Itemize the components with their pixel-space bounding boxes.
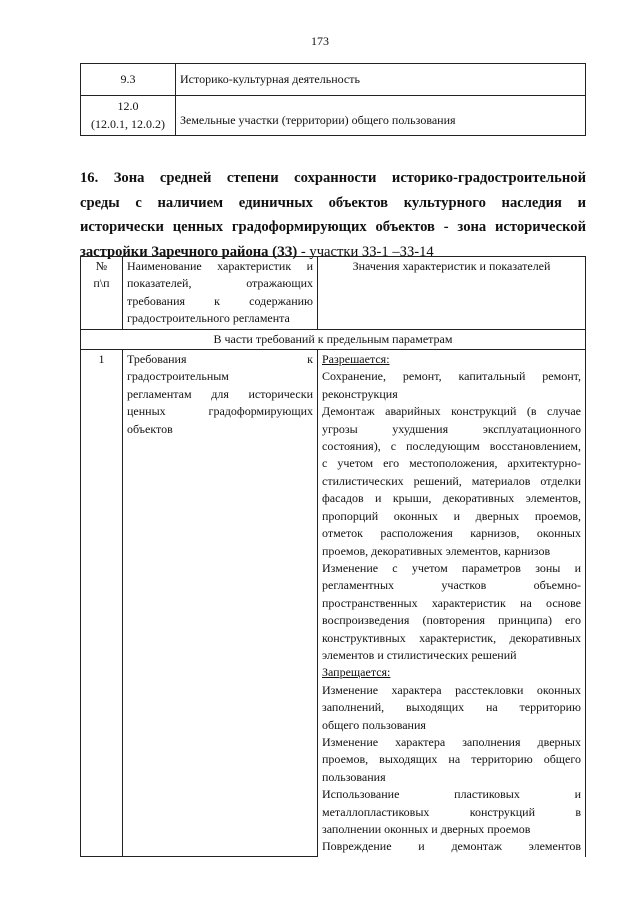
section-row — [81, 329, 586, 349]
row-name-line: объектов — [127, 421, 173, 436]
row-name-line: градостроительным — [127, 369, 229, 384]
name-header-line: требования к содержанию — [127, 293, 313, 308]
heading-line: исторически ценных градоформирующих объектов - зона исторической — [80, 219, 586, 236]
name-header — [123, 257, 318, 330]
code-cell: 9.3 — [81, 64, 176, 96]
forbidden-line: заполнении оконных и дверных проемов — [322, 822, 531, 836]
row-name-line: ценных градоформирующих — [127, 404, 313, 419]
allowed-line: воспроизведения (повторения принципа) его — [322, 613, 581, 628]
row-name-line: регламентам для исторически — [127, 386, 313, 401]
table-row — [81, 64, 586, 96]
row-name — [123, 350, 318, 857]
top-table — [80, 63, 586, 136]
allowed-line: Сохранение, ремонт, капитальный ремонт, — [322, 369, 581, 384]
name-header-line: показателей, отражающих — [127, 276, 313, 291]
forbidden-line: Использование пластиковых и — [322, 787, 581, 802]
regulation-table — [80, 256, 586, 857]
forbidden-line: Повреждение и демонтаж элементов — [322, 839, 581, 854]
forbidden-line: заполнений, выходящих на территорию — [322, 700, 581, 715]
heading-line: среды с наличием единичных объектов культурного наследия и — [80, 194, 586, 211]
allowed-line: конструктивных характеристик, декоративных — [322, 630, 581, 645]
row-number: 1 — [81, 350, 123, 857]
forbidden-line: Изменение характера расстекловки оконных — [322, 682, 581, 697]
allowed-line: регламентных участков объемно- — [322, 578, 581, 593]
table-row — [81, 350, 586, 857]
name-header-line: градостроительного регламента — [127, 311, 290, 326]
forbidden-line: пользования — [322, 769, 386, 784]
header-row — [81, 257, 586, 330]
forbidden-title: Запрещается: — [322, 665, 391, 680]
allowed-line: проемов, декоративных элементов, карнизов — [322, 543, 551, 558]
zone-heading — [80, 166, 586, 264]
row-values — [318, 350, 586, 857]
num-header-line: п\п — [93, 276, 110, 291]
allowed-line: угрозы ухудшения эксплуатационного — [322, 421, 581, 436]
allowed-line: пропорций оконных и дверных проемов, — [322, 508, 581, 523]
values-header: Значения характеристик и показателей — [318, 257, 586, 330]
allowed-title: Разрешается: — [322, 352, 390, 367]
forbidden-line: проемов, выходящих на территорию общего — [322, 752, 581, 767]
name-cell: Историко-культурная деятельность — [176, 64, 586, 96]
num-header-line: № — [95, 259, 108, 273]
forbidden-line: Изменение характера заполнения дверных — [322, 734, 581, 749]
allowed-line: фасадов и крыши, декоративных элементов, — [322, 491, 581, 506]
heading-bold: застройки Заречного района (ЗЗ) — [80, 243, 298, 260]
row-name-line: Требования к — [127, 352, 313, 367]
code-line: 12.0 — [117, 99, 139, 114]
heading-line: 16. Зона средней степени сохранности историко-градостроительной — [80, 170, 586, 186]
section-title: В части требований к предельным параметрам — [81, 329, 586, 349]
allowed-line: Изменение с учетом параметров зоны и — [322, 560, 581, 575]
name-cell: Земельные участки (территории) общего пользования — [176, 96, 586, 136]
forbidden-line: металлопластиковых конструкций в — [322, 804, 581, 819]
forbidden-line: общего пользования — [322, 717, 426, 732]
heading-rest: - участки ЗЗ-1 –ЗЗ-14 — [297, 243, 434, 260]
allowed-line: пространственных характеристик на основе — [322, 595, 581, 610]
allowed-line: стилистических решений, материалов отделки — [322, 473, 581, 488]
name-header-line: Наименование характеристик и — [127, 259, 313, 273]
allowed-line: с учетом его местоположения, архитектурно- — [322, 456, 581, 471]
allowed-line: состояния), с последующим восстановлением, — [322, 439, 581, 454]
allowed-line: отметок расположения карнизов, оконных — [322, 526, 581, 541]
code-line: (12.0.1, 12.0.2) — [91, 116, 165, 131]
code-cell — [81, 96, 176, 136]
num-header — [81, 257, 123, 330]
page-number: 173 — [311, 34, 329, 48]
allowed-line: реконструкция — [322, 386, 398, 401]
table-row — [81, 96, 586, 136]
allowed-line: элементов и стилистических решений — [322, 647, 517, 662]
allowed-line: Демонтаж аварийных конструкций (в случае — [322, 404, 581, 419]
